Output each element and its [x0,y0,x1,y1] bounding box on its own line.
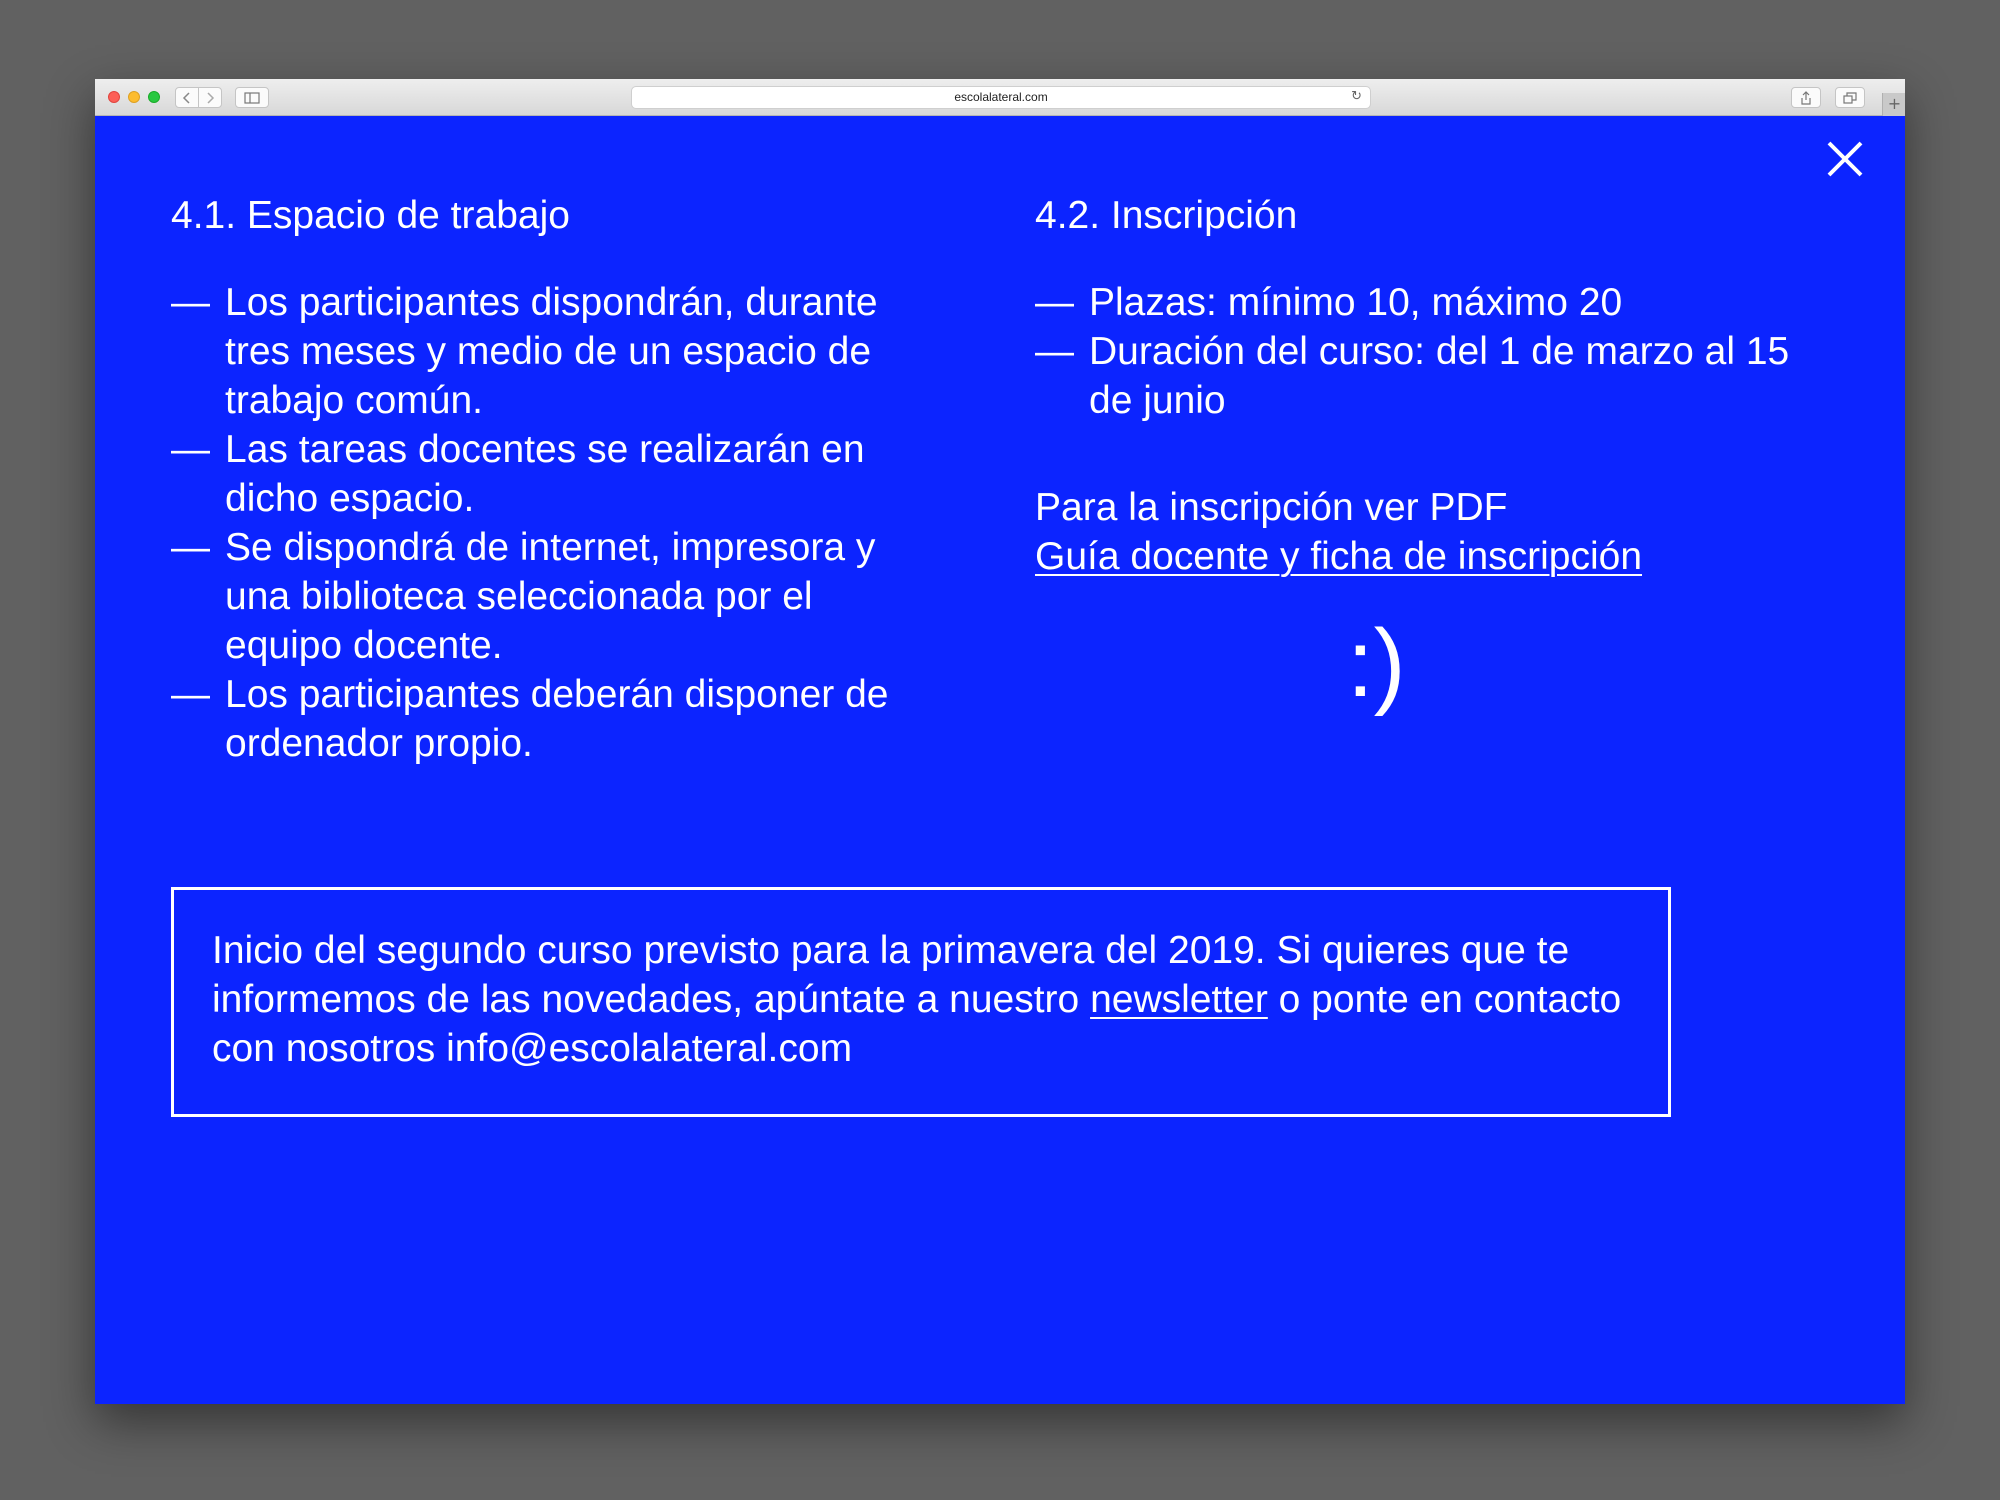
list-item [1035,327,1795,425]
sidebar-button[interactable] [235,87,269,108]
registration-section [1035,191,1795,581]
pdf-guide-link[interactable]: Guía docente y ficha de inscripción [1035,535,1643,578]
share-button[interactable] [1791,87,1821,108]
smiley-text: :) [1347,610,1406,717]
new-tab-button[interactable]: + [1882,93,1905,116]
notice-text-before: Inicio del segundo curso previsto para la primavera del 2019. Si quieres que te informemos de las novedades, apúntate a nuestro [212,929,1570,1021]
list-item-text: Plazas: mínimo 10, máximo 20 [1089,281,1623,324]
url-text: escolalateral.com [954,90,1048,104]
workspace-list [171,278,931,768]
list-dash: — [1035,330,1074,373]
list-dash: — [171,281,210,324]
chevron-right-icon [205,92,215,104]
registration-list [1035,278,1795,425]
notice-text-after: o ponte en contacto con nosotros info@escolalateral.com [212,978,1622,1070]
tabs-overview-button[interactable] [1835,87,1865,108]
sidebar-icon [244,92,260,104]
chevron-left-icon [182,92,192,104]
workspace-section [171,191,931,768]
browser-window [95,79,1905,1404]
list-item [171,670,931,768]
list-dash: — [1035,281,1074,324]
list-item [171,425,931,523]
browser-toolbar [95,79,1905,116]
list-dash: — [171,673,210,716]
list-dash: — [171,526,210,569]
address-bar[interactable] [631,86,1371,109]
list-item-text: Los participantes dispondrán, durante tres meses y medio de un espacio de trabajo común. [225,281,878,422]
list-item-text: Duración del curso: del 1 de marzo al 15 de junio [1089,330,1790,422]
registration-heading: 4.2. Inscripción [1035,194,1298,237]
close-icon[interactable] [1825,139,1865,179]
newsletter-link[interactable]: newsletter [1090,978,1268,1021]
notice-box [171,887,1671,1117]
share-icon [1800,91,1812,105]
list-dash: — [171,428,210,471]
forward-button[interactable] [198,87,222,108]
reload-icon[interactable]: ↻ [1351,89,1362,104]
window-maximize-button[interactable] [148,91,160,103]
list-item-text: Se dispondrá de internet, impresora y una biblioteca seleccionada por el equipo docente. [225,526,876,667]
workspace-heading: 4.1. Espacio de trabajo [171,194,570,237]
pdf-info [1035,483,1795,581]
window-minimize-button[interactable] [128,91,140,103]
list-item-text: Las tareas docentes se realizarán en dicho espacio. [225,428,865,520]
list-item-text: Los participantes deberán disponer de ordenador propio. [225,673,889,765]
list-item [171,278,931,425]
pdf-intro-text: Para la inscripción ver PDF [1035,486,1508,529]
back-button[interactable] [175,87,199,108]
tabs-icon [1843,92,1857,104]
list-item [171,523,931,670]
window-close-button[interactable] [108,91,120,103]
list-item [1035,278,1795,327]
